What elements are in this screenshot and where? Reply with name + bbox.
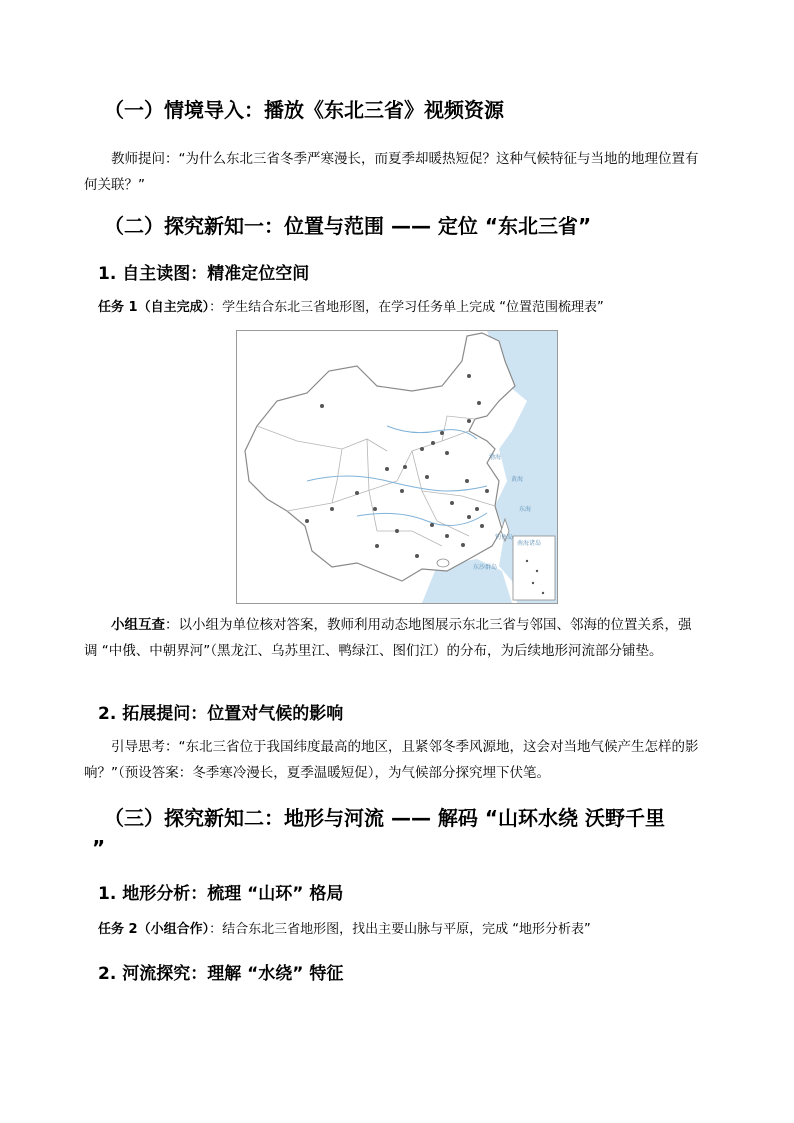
section1-heading: （一）情境导入：播放《东北三省》视频资源 (104, 98, 504, 122)
section3-sub1-heading: 1. 地形分析：梳理 “山环” 格局 (98, 884, 344, 904)
section2-sub2-paragraph: 引导思考：“东北三省位于我国纬度最高的地区，且紧邻冬季风源地，这会对当地气候产生怎样的影响？”（预设答案：冬季寒冷漫长，夏季温暖短促），为气候部分探究埋下伏笔。 (84, 739, 699, 781)
task1-label: 任务 1（自主完成） (98, 300, 210, 315)
hainan-island (437, 559, 449, 567)
map-label-islands3: 南海诸岛 (517, 540, 542, 547)
map-label-islands2: 东沙群岛 (473, 564, 498, 571)
section1-paragraph: 教师提问：“为什么东北三省冬季严寒漫长，而夏季却暖热短促？这种气候特征与当地的地理位置有何关联？” (84, 151, 699, 193)
task2-line (98, 920, 591, 940)
task1-line (98, 298, 604, 318)
map-label-sea2: 黄海 (511, 476, 524, 483)
group-check-paragraph (84, 612, 704, 664)
section2-sub2-heading: 2. 拓展提问：位置对气候的影响 (98, 704, 344, 724)
map-label-sea3: 东海 (519, 506, 532, 513)
china-map-figure (236, 330, 558, 604)
group-check-text: ：以小组为单位核对答案，教师利用动态地图展示东北三省与邻国、邻海的位置关系，强调 “中俄、中朝界河”（黑龙江、乌苏里江、鸭绿江、图们江）的分布，为后续地形河流部分铺垫。 (84, 617, 692, 659)
map-label-sea1: 渤海 (489, 454, 502, 461)
task2-label: 任务 2（小组合作） (98, 922, 210, 937)
section3-heading-line1: （三）探究新知二：地形与河流 —— 解码 “山环水绕 沃野千里 (104, 806, 665, 830)
section3-sub2-heading: 2. 河流探究：理解 “水绕” 特征 (98, 964, 344, 984)
task2-text: ：结合东北三省地形图，找出主要山脉与平原，完成 “地形分析表” (209, 922, 591, 937)
section2-heading: （二）探究新知一：位置与范围 —— 定位 “东北三省” (104, 214, 592, 238)
section3-heading-line2: ” (92, 836, 106, 860)
china-map-svg (237, 331, 557, 603)
group-check-label: 小组互查 (111, 617, 165, 633)
map-label-islands1: 钓鱼岛 (495, 534, 514, 541)
section2-sub1-heading: 1. 自主读图：精准定位空间 (98, 264, 310, 284)
task1-text: ：学生结合东北三省地形图，在学习任务单上完成 “位置范围梳理表” (209, 300, 604, 315)
